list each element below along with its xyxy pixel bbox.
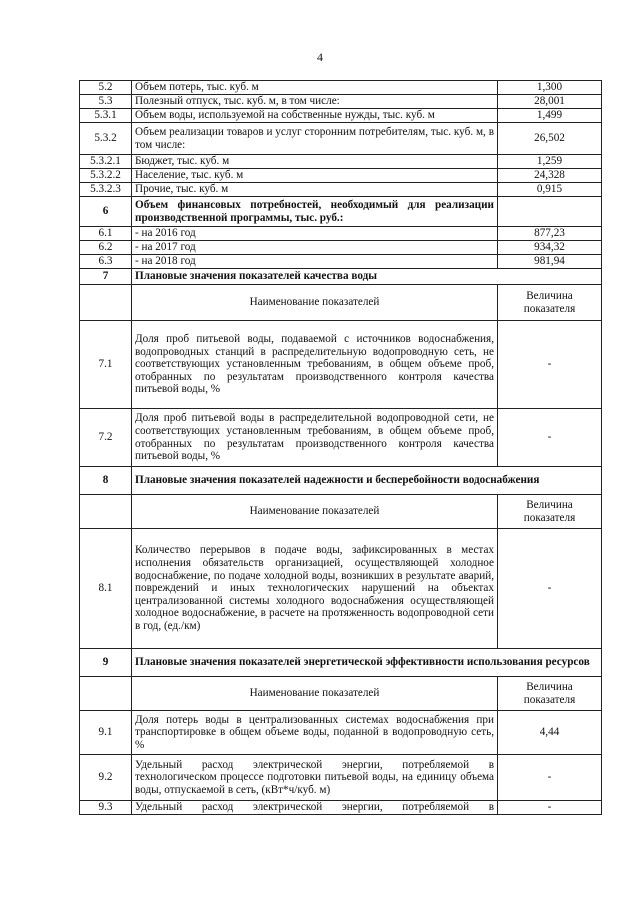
row-value: 1,499 [498, 109, 602, 123]
section-header-7 [80, 269, 602, 285]
row-text: Объем потерь, тыс. куб. м [132, 81, 498, 95]
row-number: 5.3.2 [80, 123, 132, 155]
row-text: Доля проб питьевой воды в распределительной водопроводной сети, не соответствующих установленным требованиям, в общем объеме проб, отобранных по результатам производственного контроля качества питьевой воды, % [132, 409, 498, 467]
section-header-6 [80, 197, 602, 227]
table-row [80, 169, 602, 183]
row-value: - [498, 409, 602, 467]
row-value: 1,259 [498, 155, 602, 169]
row-value: - [498, 755, 602, 801]
row-number: 6.2 [80, 241, 132, 255]
row-value: 24,328 [498, 169, 602, 183]
table-row [80, 123, 602, 155]
row-number: 9.3 [80, 801, 132, 815]
column-header-name: Наименование показателей [132, 495, 498, 529]
row-number: 6.3 [80, 255, 132, 269]
row-value: - [498, 529, 602, 649]
row-number: 9.2 [80, 755, 132, 801]
row-number: 7.1 [80, 321, 132, 409]
table-row [80, 81, 602, 95]
row-text: - на 2018 год [132, 255, 498, 269]
section-number: 6 [80, 197, 132, 227]
table-row [80, 801, 602, 815]
row-value: 934,32 [498, 241, 602, 255]
row-number: 5.3.2.2 [80, 169, 132, 183]
section-header-8 [80, 467, 602, 495]
row-value: - [498, 801, 602, 815]
row-value: - [498, 321, 602, 409]
table-row [80, 321, 602, 409]
row-number: 7.2 [80, 409, 132, 467]
row-text: Удельный расход электрической энергии, потребляемой в технологическом процессе подготовки питьевой воды, на единицу объема воды, отпускаемой в сеть, (кВт*ч/куб. м) [132, 755, 498, 801]
table-row [80, 255, 602, 269]
row-text: Полезный отпуск, тыс. куб. м, в том числе: [132, 95, 498, 109]
row-value: 26,502 [498, 123, 602, 155]
row-text: Доля потерь воды в централизованных системах водоснабжения при транспортировке в общем объеме воды, поданной в водопроводную сеть, % [132, 711, 498, 755]
table-row [80, 711, 602, 755]
empty-cell [80, 285, 132, 321]
section-title: Плановые значения показателей энергетической эффективности использования ресурсов [132, 649, 602, 677]
table-row [80, 95, 602, 109]
row-text: Удельный расход электрической энергии, потребляемой в [132, 801, 498, 815]
section-title: Плановые значения показателей надежности и бесперебойности водоснабжения [132, 467, 602, 495]
row-text: Количество перерывов в подаче воды, зафиксированных в местах исполнения обязательств организацией, осуществляющей холодное водоснабжение, по подаче холодной воды, возникших в результате аварий, повреждений и иных технологических нарушений на объектах централизованной системы холодного водоснабжения осуществляющей холодное водоснабжение, в расчете на протяженность водопроводной сети в год, (ед./км) [132, 529, 498, 649]
row-value: 1,300 [498, 81, 602, 95]
table-row [80, 183, 602, 197]
column-header-value: Величина показателя [498, 677, 602, 711]
section-header-9 [80, 649, 602, 677]
empty-cell [498, 197, 602, 227]
section-number: 8 [80, 467, 132, 495]
row-number: 5.2 [80, 81, 132, 95]
row-text: Объем воды, используемой на собственные нужды, тыс. куб. м [132, 109, 498, 123]
column-header-name: Наименование показателей [132, 285, 498, 321]
row-number: 5.3.2.1 [80, 155, 132, 169]
row-text: Доля проб питьевой воды, подаваемой с источников водоснабжения, водопроводных станций в распределительную водопроводную сеть, не соответствующих установленным требованиям, в общем объеме проб, отобранных по результатам производственного контроля качества питьевой воды, % [132, 321, 498, 409]
column-header-value: Величина показателя [498, 285, 602, 321]
section-number: 9 [80, 649, 132, 677]
table-row [80, 755, 602, 801]
table-row [80, 409, 602, 467]
row-number: 9.1 [80, 711, 132, 755]
row-text: Население, тыс. куб. м [132, 169, 498, 183]
empty-cell [80, 677, 132, 711]
table-row [80, 529, 602, 649]
row-text: - на 2016 год [132, 227, 498, 241]
row-number: 6.1 [80, 227, 132, 241]
row-text: Объем реализации товаров и услуг сторонним потребителям, тыс. куб. м, в том числе: [132, 123, 498, 155]
row-number: 5.3.2.3 [80, 183, 132, 197]
empty-cell [80, 495, 132, 529]
column-header-name: Наименование показателей [132, 677, 498, 711]
row-text: - на 2017 год [132, 241, 498, 255]
section-number: 7 [80, 269, 132, 285]
row-value: 0,915 [498, 183, 602, 197]
section-title: Плановые значения показателей качества воды [132, 269, 602, 285]
column-header-row [80, 495, 602, 529]
row-value: 4,44 [498, 711, 602, 755]
page-number: 4 [317, 50, 323, 64]
column-header-row [80, 677, 602, 711]
row-number: 5.3.1 [80, 109, 132, 123]
row-text: Прочие, тыс. куб. м [132, 183, 498, 197]
column-header-row [80, 285, 602, 321]
row-number: 5.3 [80, 95, 132, 109]
column-header-value: Величина показателя [498, 495, 602, 529]
row-number: 8.1 [80, 529, 132, 649]
row-value: 877,23 [498, 227, 602, 241]
table-row [80, 109, 602, 123]
table-row [80, 155, 602, 169]
row-text: Бюджет, тыс. куб. м [132, 155, 498, 169]
row-value: 981,94 [498, 255, 602, 269]
section-title: Объем финансовых потребностей, необходимый для реализации производственной программы, тыс. руб.: [132, 197, 498, 227]
row-value: 28,001 [498, 95, 602, 109]
table-row [80, 241, 602, 255]
table-row [80, 227, 602, 241]
program-table [79, 80, 602, 815]
